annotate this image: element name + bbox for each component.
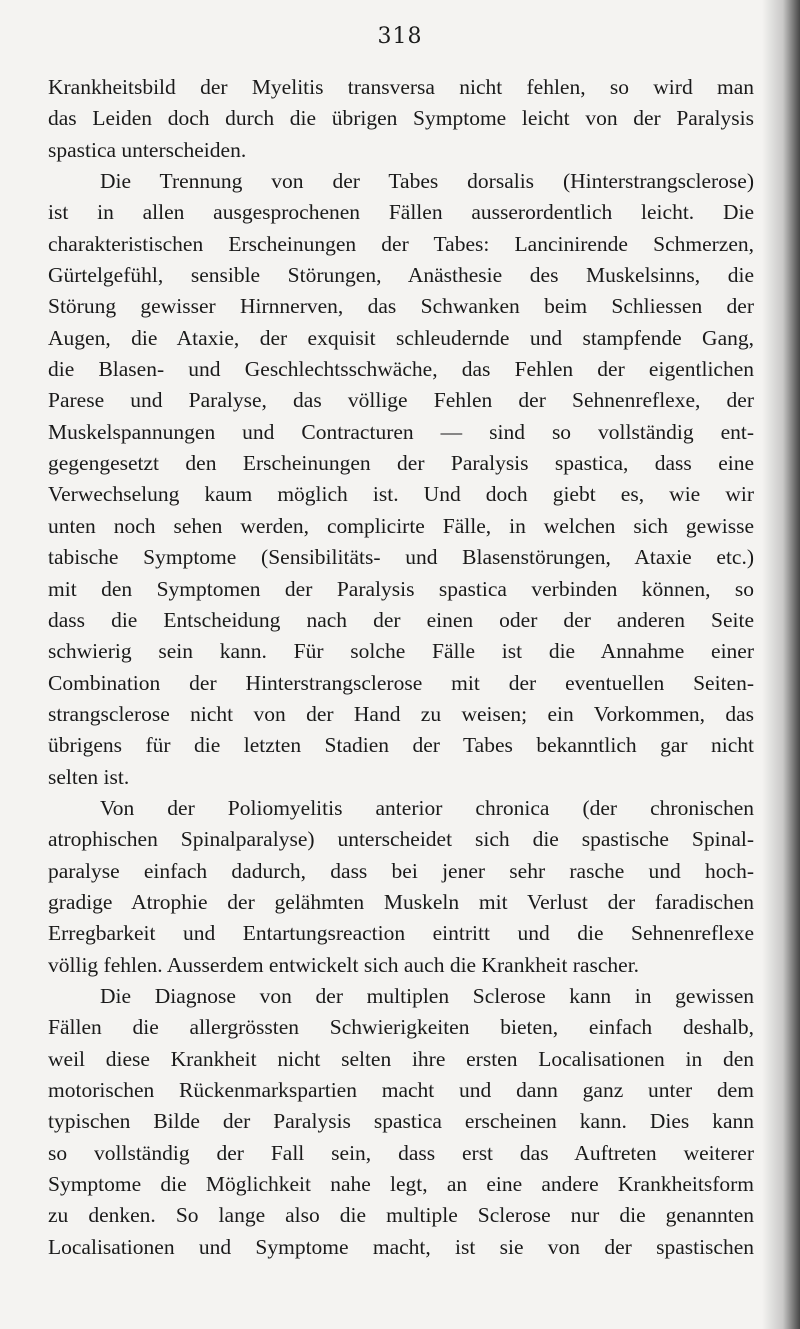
text-line: paralyse einfach dadurch, dass bei jener sehr rasche und hoch- <box>48 858 754 883</box>
text-line: Erregbarkeit und Entartungsreaction eintritt und die Sehnenreflexe <box>48 921 754 946</box>
text-line: gegengesetzt den Erscheinungen der Paralysis spastica, dass eine <box>48 451 754 476</box>
text-line: völlig fehlen. Ausserdem entwickelt sich auch die Krankheit rascher. <box>48 952 640 977</box>
text-line: so vollständig der Fall sein, dass erst das Auftreten weiterer <box>48 1140 754 1165</box>
text-line: dass die Entscheidung nach der einen oder der anderen Seite <box>48 607 754 632</box>
text-line: selten ist. <box>48 764 130 789</box>
text-line: Krankheitsbild der Myelitis transversa nicht fehlen, so wird man <box>48 75 754 99</box>
text-line: charakteristischen Erscheinungen der Tabes: Lancinirende Schmerzen, <box>48 231 754 256</box>
text-line: mit den Symptomen der Paralysis spastica verbinden können, so <box>48 576 754 601</box>
binding-shadow <box>762 0 800 1329</box>
text-line: ist in allen ausgesprochenen Fällen ausserordentlich leicht. Die <box>48 200 754 225</box>
text-line: zu denken. So lange also die multiple Sclerose nur die genannten <box>48 1203 754 1228</box>
text-line: Muskelspannungen und Contracturen — sind so vollständig ent- <box>48 419 754 444</box>
text-line: strangsclerose nicht von der Hand zu weisen; ein Vorkommen, das <box>48 701 754 726</box>
text-line: Augen, die Ataxie, der exquisit schleudernde und stampfende Gang, <box>48 325 754 350</box>
text-line: motorischen Rückenmarkspartien macht und dann ganz unter dem <box>48 1078 754 1102</box>
text-line: Gürtelgefühl, sensible Störungen, Anästhesie des Muskelsinns, die <box>48 263 754 288</box>
text-line: Localisationen und Symptome macht, ist sie von der spastischen <box>48 1234 754 1259</box>
paragraph-start-line: Von der Poliomyelitis anterior chronica (der chronischen <box>100 795 754 820</box>
paragraph-start-line: Die Diagnose von der multiplen Sclerose kann in gewissen <box>100 983 754 1008</box>
page-number: 318 <box>377 24 423 49</box>
text-line: das Leiden doch durch die übrigen Symptome leicht von der Paralysis <box>48 106 754 131</box>
text-line: gradige Atrophie der gelähmten Muskeln mit Verlust der faradischen <box>48 889 754 914</box>
text-line: Fällen die allergrössten Schwierigkeiten bieten, einfach deshalb, <box>48 1015 754 1040</box>
text-line: spastica unterscheiden. <box>48 137 247 162</box>
text-line: Combination der Hinterstrangsclerose mit der eventuellen Seiten- <box>48 670 754 695</box>
text-line: Verwechselung kaum möglich ist. Und doch giebt es, wie wir <box>48 482 754 507</box>
text-line: Störung gewisser Hirnnerven, das Schwanken beim Schliessen der <box>48 294 754 319</box>
text-line: Parese und Paralyse, das völlige Fehlen der Sehnenreflexe, der <box>48 388 754 413</box>
text-line: typischen Bilde der Paralysis spastica erscheinen kann. Dies kann <box>48 1109 754 1134</box>
text-line: Symptome die Möglichkeit nahe legt, an eine andere Krankheitsform <box>48 1172 754 1197</box>
text-line: atrophischen Spinalparalyse) unterscheidet sich die spastische Spinal- <box>48 827 754 852</box>
text-line: übrigens für die letzten Stadien der Tabes bekanntlich gar nicht <box>48 733 754 758</box>
text-line: tabische Symptome (Sensibilitäts- und Blasenstörungen, Ataxie etc.) <box>48 545 754 570</box>
text-line: weil diese Krankheit nicht selten ihre ersten Localisationen in den <box>48 1046 754 1071</box>
text-line: die Blasen- und Geschlechtsschwäche, das Fehlen der eigentlichen <box>48 357 754 382</box>
paragraph-start-line: Die Trennung von der Tabes dorsalis (Hinterstrangsclerose) <box>100 169 754 194</box>
text-line: unten noch sehen werden, complicirte Fälle, in welchen sich gewisse <box>48 513 754 538</box>
text-line: schwierig sein kann. Für solche Fälle ist die Annahme einer <box>48 639 754 664</box>
body-text <box>48 72 754 1263</box>
